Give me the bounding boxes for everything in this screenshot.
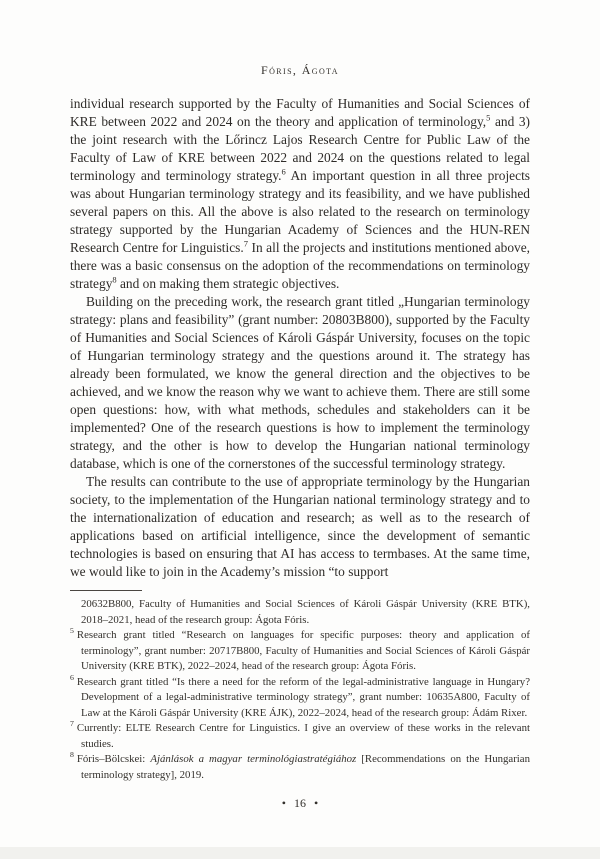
footnote-8 <box>70 752 530 783</box>
page-number: • 16 • <box>281 796 319 810</box>
footnote-5-text: Research grant titled “Research on languages for specific purposes: theory and application of terminology”, grant number: 20717B800, Faculty of Humanities and Social Sciences of Károli Gáspár University (KRE BTK), 2022–2024, head of the research group: Ágota Fóris. <box>76 629 530 672</box>
paragraph-1-text: and 3) the joint research with the Lőrincz Lajos Research Centre for Public Law of the Faculty of Law of KRE between 2022 and 2024 on the questions related to legal terminology and terminology strategy. <box>70 114 530 183</box>
paragraph-1 <box>70 95 530 293</box>
footnote-ref-7: 7 <box>243 238 248 249</box>
paragraph-3: The results can contribute to the use of appropriate terminology by the Hungarian society, to the implementation of the Hungarian national terminology strategy and to the internationalization of education and research; as well as to the research of applications based on artificial intelligence, since the development of semantic technologies is based on ensuring that AI has access to termbases. At the same time, we would like to join in the Academy’s mission “to support <box>70 474 530 579</box>
paragraph-1-text: In all the projects and institutions mentioned above, there was a basic consensus on the adoption of the recommendations on terminology strategy <box>70 240 530 291</box>
footnote-7 <box>70 721 530 752</box>
body-text <box>70 95 530 581</box>
footnote-8-number: 8 <box>70 750 74 760</box>
footnote-ref-6: 6 <box>281 166 286 177</box>
paragraph-1-text: and on making them strategic objectives. <box>116 276 340 291</box>
footnote-6 <box>70 672 530 722</box>
footnote-ref-8: 8 <box>112 274 117 285</box>
footnotes-section <box>70 597 530 783</box>
footnote-continuation: 20632B800, Faculty of Humanities and Social Sciences of Károli Gáspár University (KRE BTK), 2018–2021, head of the research group: Ágota Fóris. <box>81 598 530 626</box>
footnote-8-text: Fóris–Bölcskei: <box>76 753 151 765</box>
footnote-7-number: 7 <box>70 719 74 729</box>
footnote-8-italic-title: Ajánlások a magyar terminológiastratégiához <box>150 753 357 765</box>
paragraph-1-text: individual research supported by the Faculty of Humanities and Social Sciences of KRE between 2022 and 2024 on the theory and application of terminology, <box>70 96 530 129</box>
footnote-ref-5: 5 <box>486 112 491 123</box>
page-bottom-edge <box>0 847 600 859</box>
footnote-8-text: [Recommendations on the Hungarian terminology strategy], 2019. <box>81 753 530 781</box>
footnote-6-text: Research grant titled “Is there a need for the reform of the legal-administrative language in Hungary? Development of a legal-administrative terminology strategy”, grant number: 10635A800, Faculty of Law at the Károli Gáspár University (KRE ÁJK), 2022–2024, head of the research group: Ádám Rixer. <box>76 675 530 719</box>
footnote-separator <box>70 590 142 591</box>
running-header-author: Fóris, Ágota <box>261 63 339 77</box>
footnote-5-number: 5 <box>70 626 74 636</box>
paragraph-2: Building on the preceding work, the research grant titled „Hungarian terminology strategy: plans and feasibility” (grant number: 20803B800), supported by the Faculty of Humanities and Social Sciences of Károli Gáspár University, focuses on the topic of Hungarian terminology strategy and the questions around it. The strategy has already been formulated, we know the general direction and the objectives to be achieved, and we know the reason why we want to achieve them. There are still some open questions: how, with what methods, schedules and stakeholders can it be implemented? One of the research questions is how to implement the terminology strategy, and the other is how to develop the Hungarian national terminology database, which is one of the cornerstones of the successful terminology strategy. <box>70 294 530 471</box>
footnote-5 <box>70 628 530 675</box>
footnote-6-number: 6 <box>70 672 74 682</box>
footnote-7-text: Currently: ELTE Research Centre for Linguistics. I give an overview of these works in the relevant studies. <box>76 722 530 750</box>
paragraph-1-text: An important question in all three projects was about Hungarian terminology strategy and its feasibility, and we have published several papers on this. All the above is also related to the research on terminology strategy supported by the Hungarian Academy of Sciences and the HUN-REN Research Centre for Linguistics. <box>70 168 530 255</box>
